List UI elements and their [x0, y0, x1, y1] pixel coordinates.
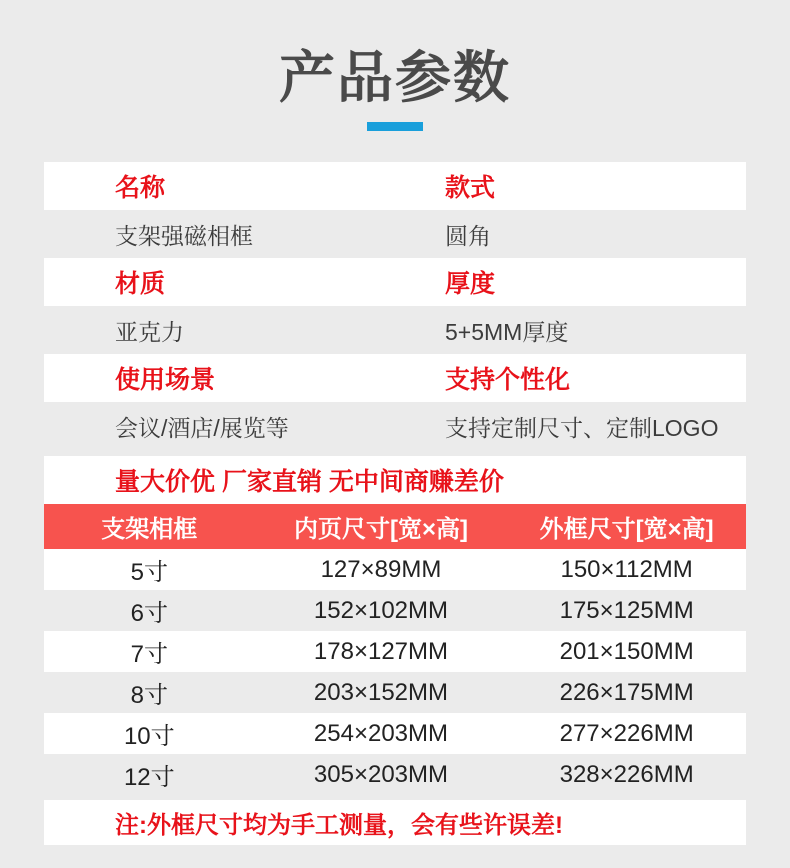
size-cell: 254×203MM	[313, 719, 448, 747]
promo-text: 量大价优 厂家直销 无中间商赚差价	[115, 468, 504, 497]
size-cell: 127×89MM	[320, 555, 442, 583]
size-cell: 6寸	[130, 600, 168, 628]
size-cell: 152×102MM	[313, 596, 448, 624]
size-cell: 305×203MM	[313, 760, 448, 788]
size-cell: 226×175MM	[559, 678, 694, 706]
size-table-row	[44, 631, 746, 672]
spec-value-cell	[445, 314, 746, 347]
spec-label-cell	[44, 168, 445, 204]
note-text: 注:外框尺寸均为手工测量，会有些许误差!	[115, 812, 563, 840]
spec-label: 使用场景	[115, 366, 216, 395]
size-table-row	[44, 754, 746, 795]
content-column	[44, 162, 746, 845]
spec-value-cell	[44, 410, 445, 443]
size-cell: 201×150MM	[559, 637, 694, 665]
spec-label: 款式	[445, 174, 496, 203]
spec-value: 支架强磁相框	[115, 222, 253, 249]
spec-value: 5+5MM厚度	[445, 318, 569, 345]
spec-value: 会议/酒店/展览等	[115, 414, 289, 441]
title-underline-accent	[367, 122, 423, 131]
spec-value: 支持定制尺寸、定制LOGO	[445, 414, 719, 441]
spec-label: 厚度	[445, 270, 496, 299]
size-table-header-cell: 内页尺寸[宽×高]	[293, 516, 468, 544]
spec-label: 名称	[115, 174, 166, 203]
spec-label-row	[44, 162, 746, 210]
spec-value-row	[44, 402, 746, 450]
size-cell: 328×226MM	[559, 760, 694, 788]
size-table-row	[44, 672, 746, 713]
size-cell: 12寸	[123, 764, 175, 792]
size-table-header-cell: 支架相框	[101, 516, 198, 544]
size-table-header	[44, 504, 746, 549]
spec-label-cell	[445, 360, 746, 396]
spec-label-cell	[44, 264, 445, 300]
spec-value: 亚克力	[115, 318, 184, 345]
spec-value-row	[44, 306, 746, 354]
size-cell: 203×152MM	[313, 678, 448, 706]
size-table-row	[44, 713, 746, 754]
spec-label: 支持个性化	[445, 366, 571, 395]
spec-value-cell	[44, 218, 445, 251]
spec-label-cell	[445, 264, 746, 300]
spec-value-cell	[44, 314, 445, 347]
size-table-row	[44, 549, 746, 590]
size-cell: 10寸	[123, 723, 175, 751]
spec-label-row	[44, 354, 746, 402]
size-table-row	[44, 590, 746, 631]
size-cell: 8寸	[130, 682, 168, 710]
size-table-header-cell: 外框尺寸[宽×高]	[539, 516, 714, 544]
size-cell: 5寸	[130, 559, 168, 587]
title-block	[0, 0, 790, 131]
spec-label: 材质	[115, 270, 166, 299]
spec-label-cell	[44, 360, 445, 396]
promo-banner	[44, 456, 746, 504]
size-cell: 150×112MM	[560, 555, 693, 583]
spec-value-cell	[445, 218, 746, 251]
page-title: 产品参数	[279, 46, 511, 109]
spec-value-row	[44, 210, 746, 258]
spec-label-cell	[445, 168, 746, 204]
size-cell: 178×127MM	[313, 637, 448, 665]
size-cell: 7寸	[130, 641, 168, 669]
size-cell: 175×125MM	[559, 596, 694, 624]
spec-value: 圆角	[445, 222, 491, 249]
note-banner	[44, 800, 746, 845]
spec-value-cell	[445, 410, 746, 443]
size-cell: 277×226MM	[559, 719, 694, 747]
spec-label-row	[44, 258, 746, 306]
